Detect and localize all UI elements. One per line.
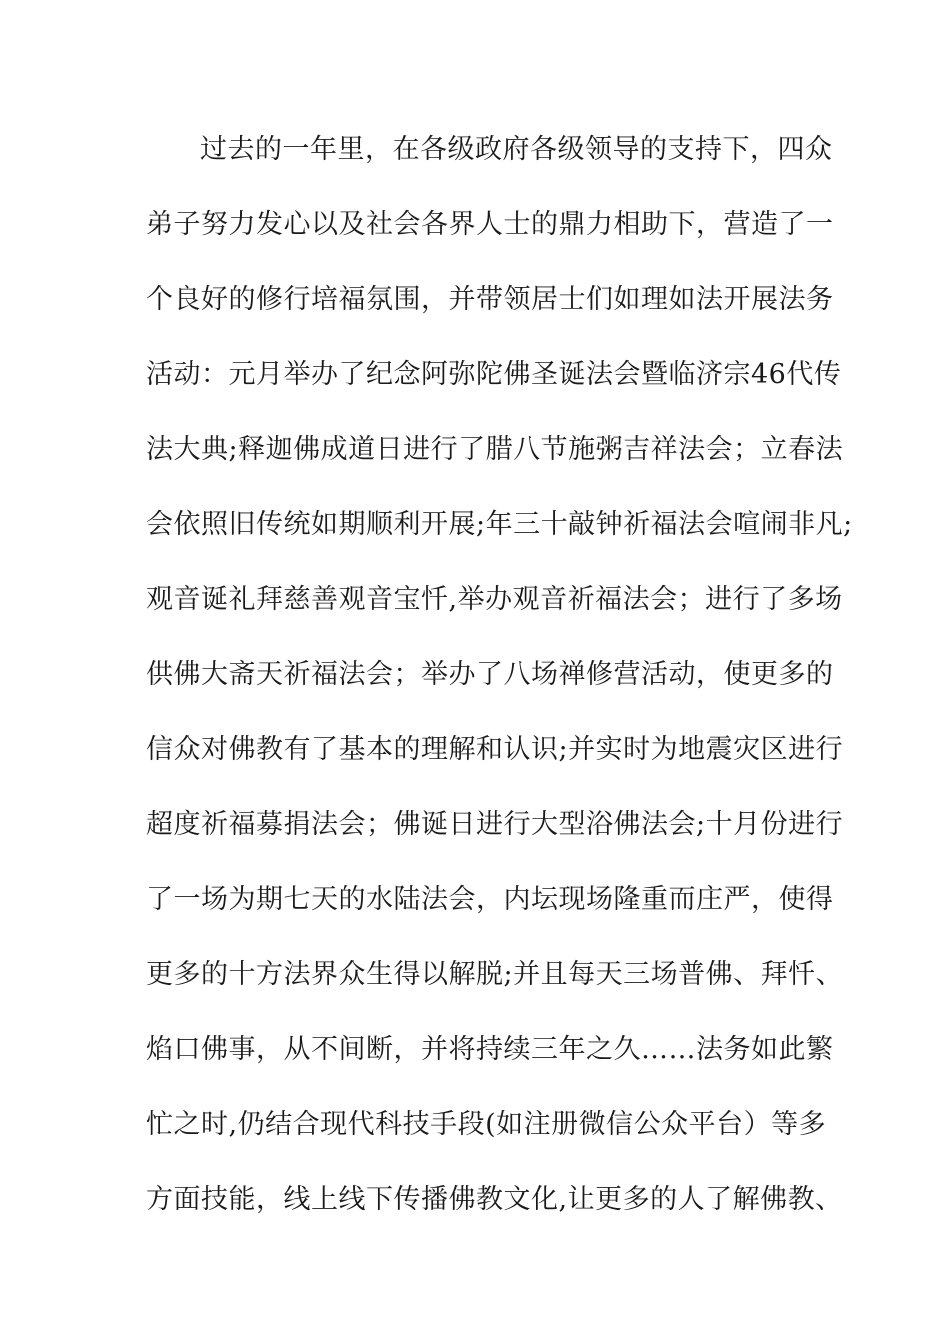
body-paragraph xyxy=(146,128,853,1253)
text-line: 弟子努力发心以及社会各界人士的鼎力相助下，营造了一 xyxy=(146,209,834,240)
text-line: 信众对佛教有了基本的理解和认识;并实时为地震灾区进行 xyxy=(146,734,844,765)
text-line: 更多的十方法界众生得以解脱;并且每天三场普佛、拜忏、 xyxy=(146,959,844,990)
text-line: 过去的一年里，在各级政府各级领导的支持下，四众 xyxy=(200,134,833,165)
text-line: 忙之时,仍结合现代科技手段(如注册微信公众平台）等多 xyxy=(146,1109,827,1140)
text-line: 焰口佛事，从不间断，并将持续三年之久……法务如此繁 xyxy=(146,1034,834,1065)
text-line: 活动：元月举办了纪念阿弥陀佛圣诞法会暨临济宗46代传 xyxy=(146,359,842,390)
text-line: 法大典;释迦佛成道日进行了腊八节施粥吉祥法会；立春法 xyxy=(146,434,844,465)
text-line: 方面技能，线上线下传播佛教文化,让更多的人了解佛教、 xyxy=(146,1184,843,1215)
text-line: 个良好的修行培福氛围，并带领居士们如理如法开展法务 xyxy=(146,284,834,315)
text-line: 供佛大斋天祈福法会；举办了八场禅修营活动，使更多的 xyxy=(146,659,834,690)
text-line: 会依照旧传统如期顺利开展;年三十敲钟祈福法会喧闹非凡; xyxy=(146,509,853,540)
text-line: 超度祈福募捐法会；佛诞日进行大型浴佛法会;十月份进行 xyxy=(146,809,844,840)
text-line: 了一场为期七天的水陆法会，内坛现场隆重而庄严，使得 xyxy=(146,884,834,915)
text-line: 观音诞礼拜慈善观音宝忏,举办观音祈福法会；进行了多场 xyxy=(146,584,843,615)
